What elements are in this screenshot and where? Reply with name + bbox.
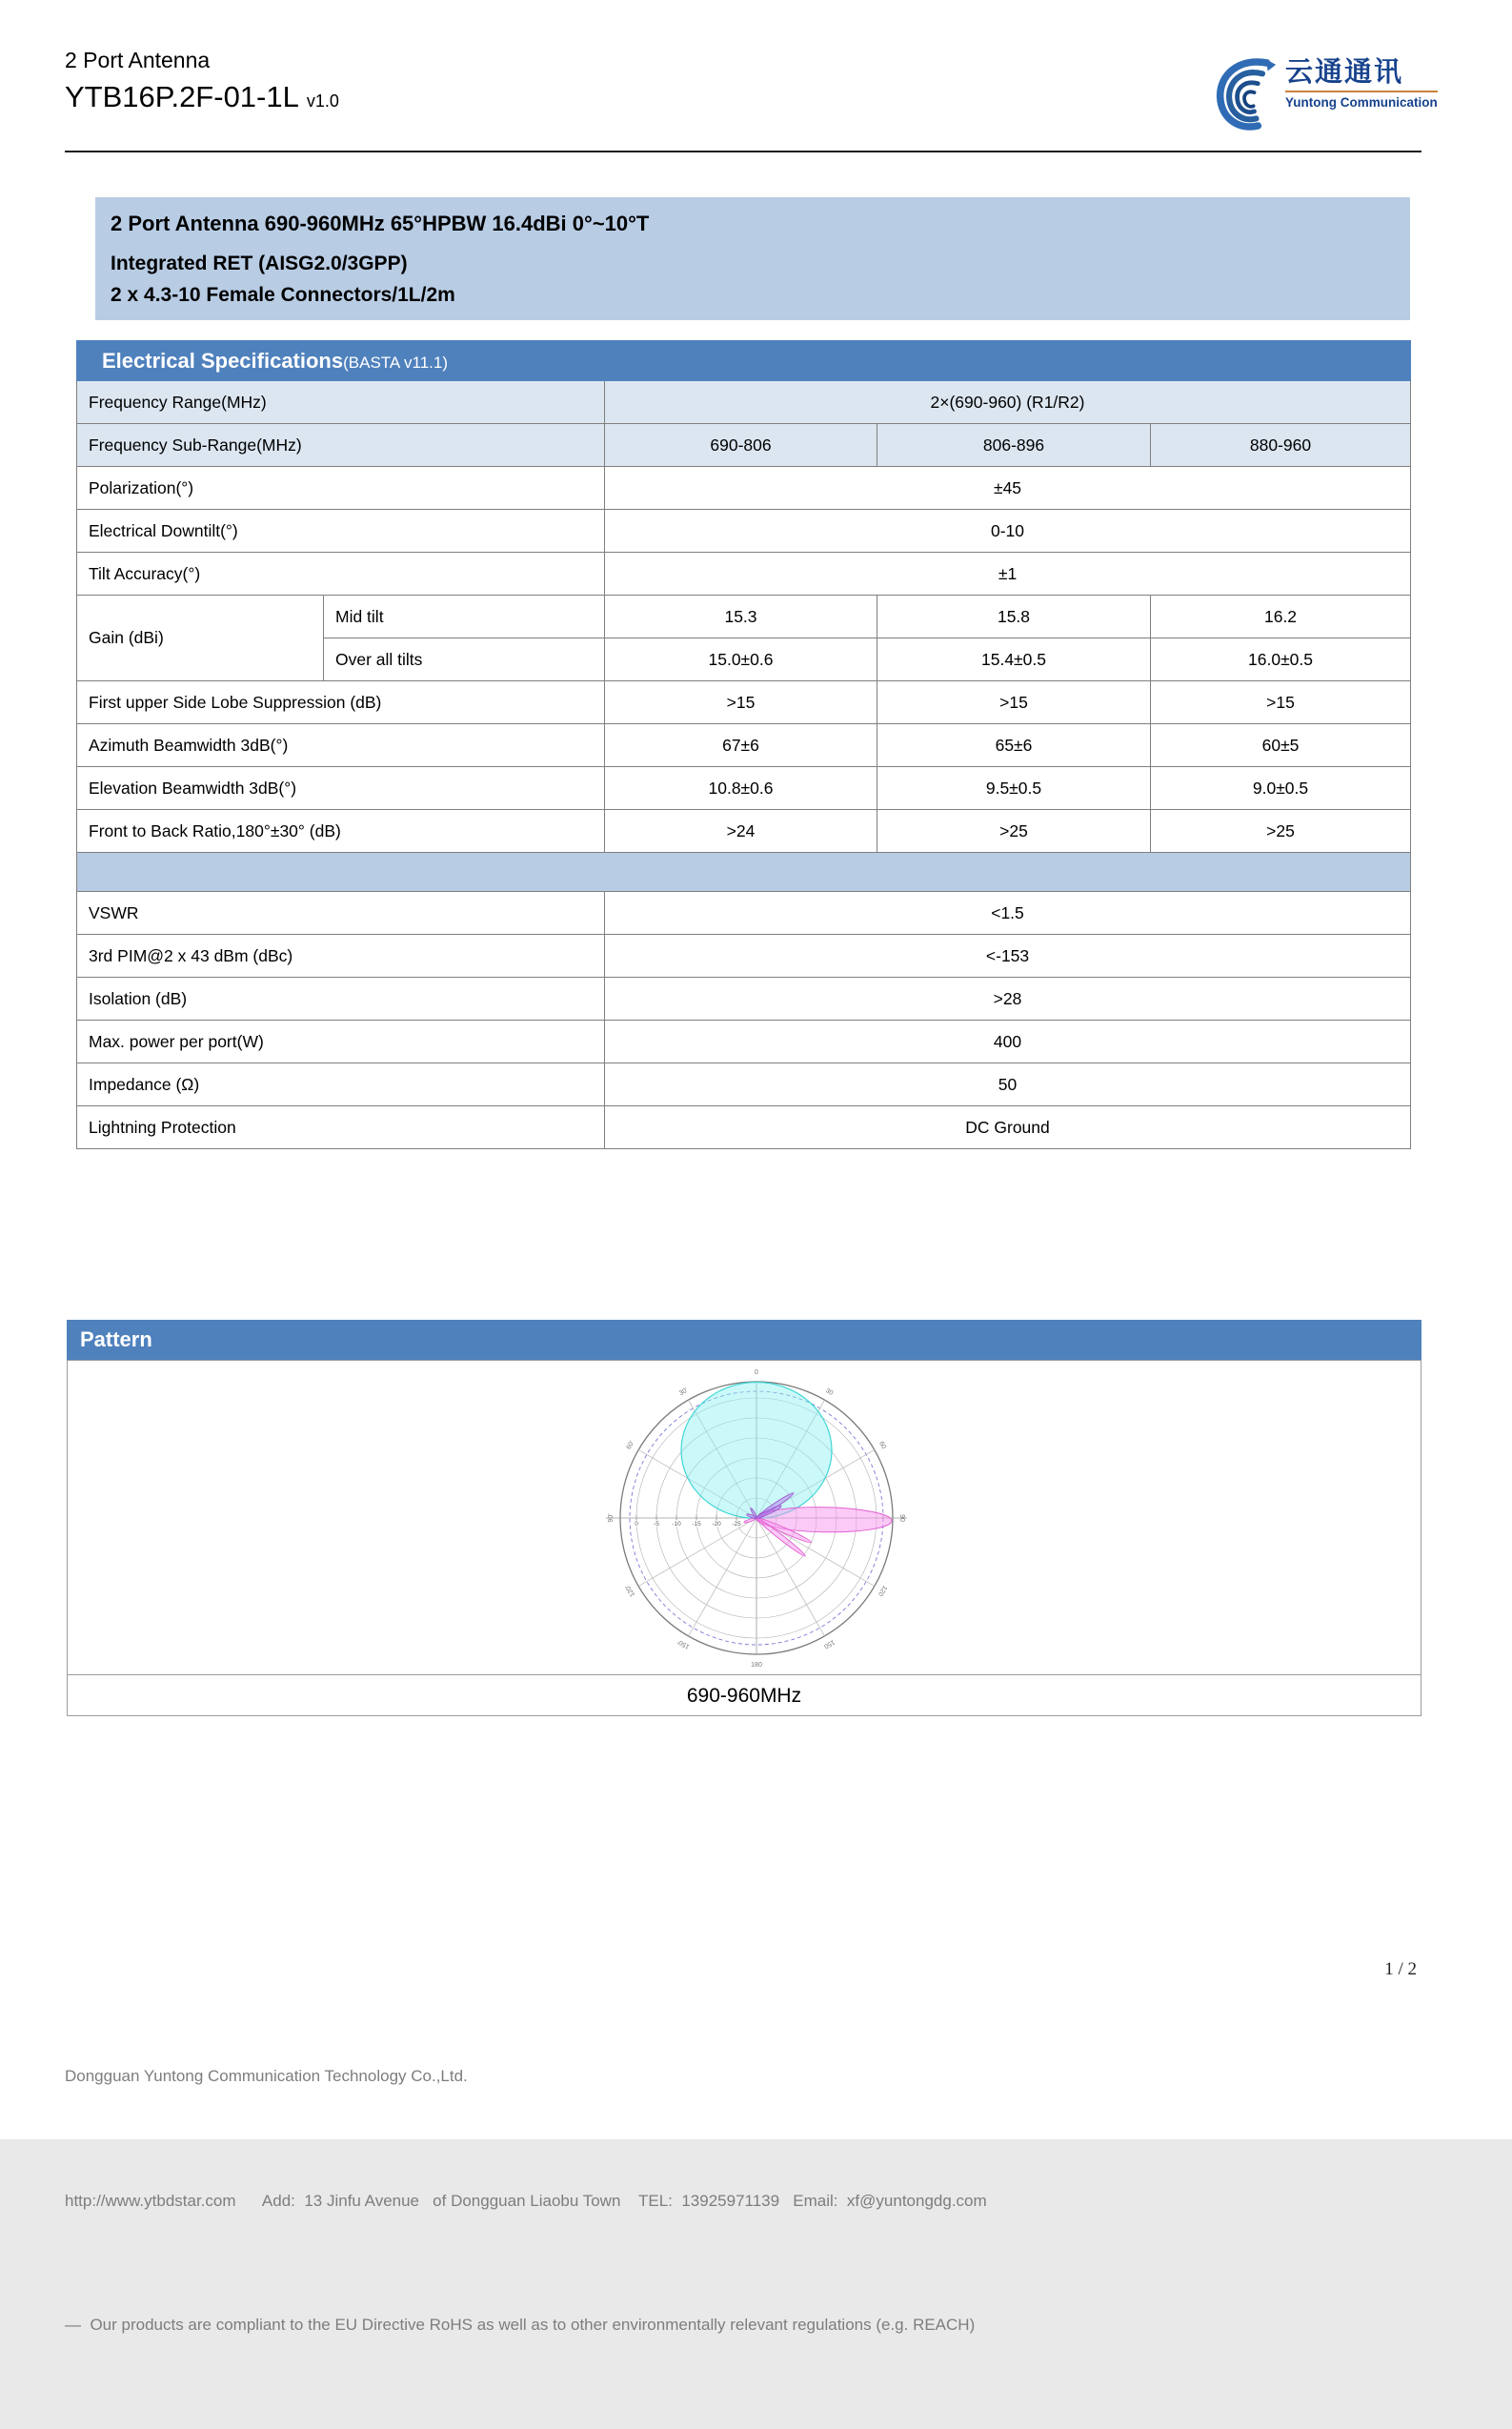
front-back-3: >25 (1151, 810, 1411, 853)
table-row (77, 978, 1411, 1021)
azimuth-lobe (681, 1382, 835, 1518)
svg-text:-10: -10 (672, 1520, 681, 1528)
pim-value: <-153 (605, 935, 1411, 978)
elevation-bw-label: Elevation Beamwidth 3dB(°) (77, 767, 605, 810)
doc-header (65, 48, 339, 114)
model-name (65, 80, 339, 114)
svg-text:-5: -5 (654, 1520, 659, 1528)
svg-text:0: 0 (635, 1520, 638, 1528)
azimuth-bw-2: 65±6 (877, 724, 1151, 767)
electrical-specifications-table (76, 340, 1411, 1149)
isolation-label: Isolation (dB) (77, 978, 605, 1021)
table-row (77, 724, 1411, 767)
summary-line-1: 2 Port Antenna 690-960MHz 65°HPBW 16.4dBi 0°~10°T (111, 212, 650, 235)
svg-text:120: 120 (877, 1583, 889, 1597)
logo-text (1285, 55, 1438, 110)
logo-swirl-icon (1216, 55, 1279, 138)
svg-text:150: 150 (822, 1637, 837, 1650)
svg-text:60': 60' (625, 1439, 636, 1450)
front-back-label: Front to Back Ratio,180°±30° (dB) (77, 810, 605, 853)
electrical-subtitle: (BASTA v11.1) (343, 353, 449, 372)
gain-mid-tilt-1: 15.3 (605, 596, 877, 638)
summary-line-2: Integrated RET (AISG2.0/3GPP) (111, 253, 408, 274)
section-separator-band (77, 853, 1411, 892)
table-row (77, 510, 1411, 553)
downtilt-label: Electrical Downtilt(°) (77, 510, 605, 553)
svg-text:-25: -25 (732, 1520, 741, 1528)
svg-text:30': 30' (678, 1387, 690, 1397)
table-row (77, 596, 1411, 638)
gain-over-all-3: 16.0±0.5 (1151, 638, 1411, 681)
max-power-value: 400 (605, 1021, 1411, 1063)
impedance-value: 50 (605, 1063, 1411, 1106)
elevation-bw-3: 9.0±0.5 (1151, 767, 1411, 810)
pattern-section-header: Pattern (67, 1320, 1421, 1360)
side-lobe-1: >15 (605, 681, 877, 724)
pattern-caption: 690-960MHz (68, 1674, 1421, 1716)
separator-cell (77, 853, 1411, 892)
logo-english-name: Yuntong Communication (1285, 95, 1438, 110)
pim-label: 3rd PIM@2 x 43 dBm (dBc) (77, 935, 605, 978)
company-logo (1216, 55, 1438, 138)
model-number: YTB16P.2F-01-1L (65, 80, 299, 113)
lightning-value: DC Ground (605, 1106, 1411, 1149)
radial-db-labels (635, 1521, 741, 1528)
vswr-label: VSWR (77, 892, 605, 935)
table-row (77, 810, 1411, 853)
frequency-range-label: Frequency Range(MHz) (77, 381, 605, 424)
table-row (77, 1063, 1411, 1106)
summary-line-3: 2 x 4.3-10 Female Connectors/1L/2m (111, 284, 455, 306)
table-row (77, 767, 1411, 810)
table-row (77, 424, 1411, 467)
tilt-accuracy-value: ±1 (605, 553, 1411, 596)
page-number: 1 / 2 (1384, 1959, 1417, 1979)
sub-range-value-3: 880-960 (1151, 424, 1411, 467)
svg-text:180: 180 (751, 1661, 762, 1669)
svg-text:0: 0 (755, 1368, 758, 1376)
polarization-value: ±45 (605, 467, 1411, 510)
gain-mid-tilt-3: 16.2 (1151, 596, 1411, 638)
antenna-pattern-chart (68, 1361, 1421, 1674)
table-row (77, 935, 1411, 978)
header-rule (65, 151, 1421, 152)
lightning-label: Lightning Protection (77, 1106, 605, 1149)
isolation-value: >28 (605, 978, 1411, 1021)
product-line: 2 Port Antenna (65, 48, 211, 72)
footer-compliance: — Our products are compliant to the EU Directive RoHS as well as to other environmentally relevant regulations (e.g. REACH) (65, 2316, 976, 2334)
azimuth-bw-label: Azimuth Beamwidth 3dB(°) (77, 724, 605, 767)
gain-over-all-label: Over all tilts (324, 638, 605, 681)
table-row (77, 1106, 1411, 1149)
side-lobe-3: >15 (1151, 681, 1411, 724)
table-row (77, 381, 1411, 424)
vswr-value: <1.5 (605, 892, 1411, 935)
elevation-bw-1: 10.8±0.6 (605, 767, 877, 810)
product-summary (95, 197, 1410, 320)
pattern-box (67, 1360, 1421, 1716)
table-row (77, 553, 1411, 596)
azimuth-bw-1: 67±6 (605, 724, 877, 767)
side-lobe-label: First upper Side Lobe Suppression (dB) (77, 681, 605, 724)
svg-text:-15: -15 (692, 1520, 701, 1528)
gain-over-all-1: 15.0±0.6 (605, 638, 877, 681)
front-back-2: >25 (877, 810, 1151, 853)
gain-mid-tilt-label: Mid tilt (324, 596, 605, 638)
polarization-label: Polarization(°) (77, 467, 605, 510)
sub-range-label: Frequency Sub-Range(MHz) (77, 424, 605, 467)
table-row (77, 892, 1411, 935)
table-row (77, 1021, 1411, 1063)
svg-text:150': 150' (676, 1637, 692, 1650)
svg-text:30: 30 (824, 1387, 835, 1397)
model-version: v1.0 (306, 91, 339, 111)
footer-company: Dongguan Yuntong Communication Technology Co.,Ltd. (65, 2067, 468, 2085)
logo-chinese-name: 云通通讯 (1285, 57, 1404, 88)
footer (65, 1973, 1437, 2429)
svg-text:120': 120' (624, 1583, 637, 1598)
sub-range-value-1: 690-806 (605, 424, 877, 467)
sub-range-value-2: 806-896 (877, 424, 1151, 467)
gain-label: Gain (dBi) (77, 596, 324, 681)
elevation-bw-2: 9.5±0.5 (877, 767, 1151, 810)
svg-text:60: 60 (877, 1440, 888, 1450)
downtilt-value: 0-10 (605, 510, 1411, 553)
max-power-label: Max. power per port(W) (77, 1021, 605, 1063)
footer-contact: http://www.ytbdstar.com Add: 13 Jinfu Avenue of Dongguan Liaobu Town TEL: 13925971139 Email: xf@yuntongdg.com (65, 2191, 987, 2210)
azimuth-bw-3: 60±5 (1151, 724, 1411, 767)
gain-over-all-2: 15.4±0.5 (877, 638, 1151, 681)
svg-text:90': 90' (608, 1512, 615, 1523)
table-row (77, 467, 1411, 510)
impedance-label: Impedance (Ω) (77, 1063, 605, 1106)
frequency-range-value: 2×(690-960) (R1/R2) (605, 381, 1411, 424)
svg-text:90: 90 (898, 1513, 905, 1522)
electrical-specifications-header (77, 341, 1411, 381)
side-lobe-2: >15 (877, 681, 1151, 724)
electrical-title: Electrical Specifications (102, 348, 344, 373)
front-back-1: >24 (605, 810, 877, 853)
svg-text:-20: -20 (712, 1520, 721, 1528)
logo-divider (1285, 91, 1438, 92)
gain-mid-tilt-2: 15.8 (877, 596, 1151, 638)
tilt-accuracy-label: Tilt Accuracy(°) (77, 553, 605, 596)
table-row (77, 681, 1411, 724)
